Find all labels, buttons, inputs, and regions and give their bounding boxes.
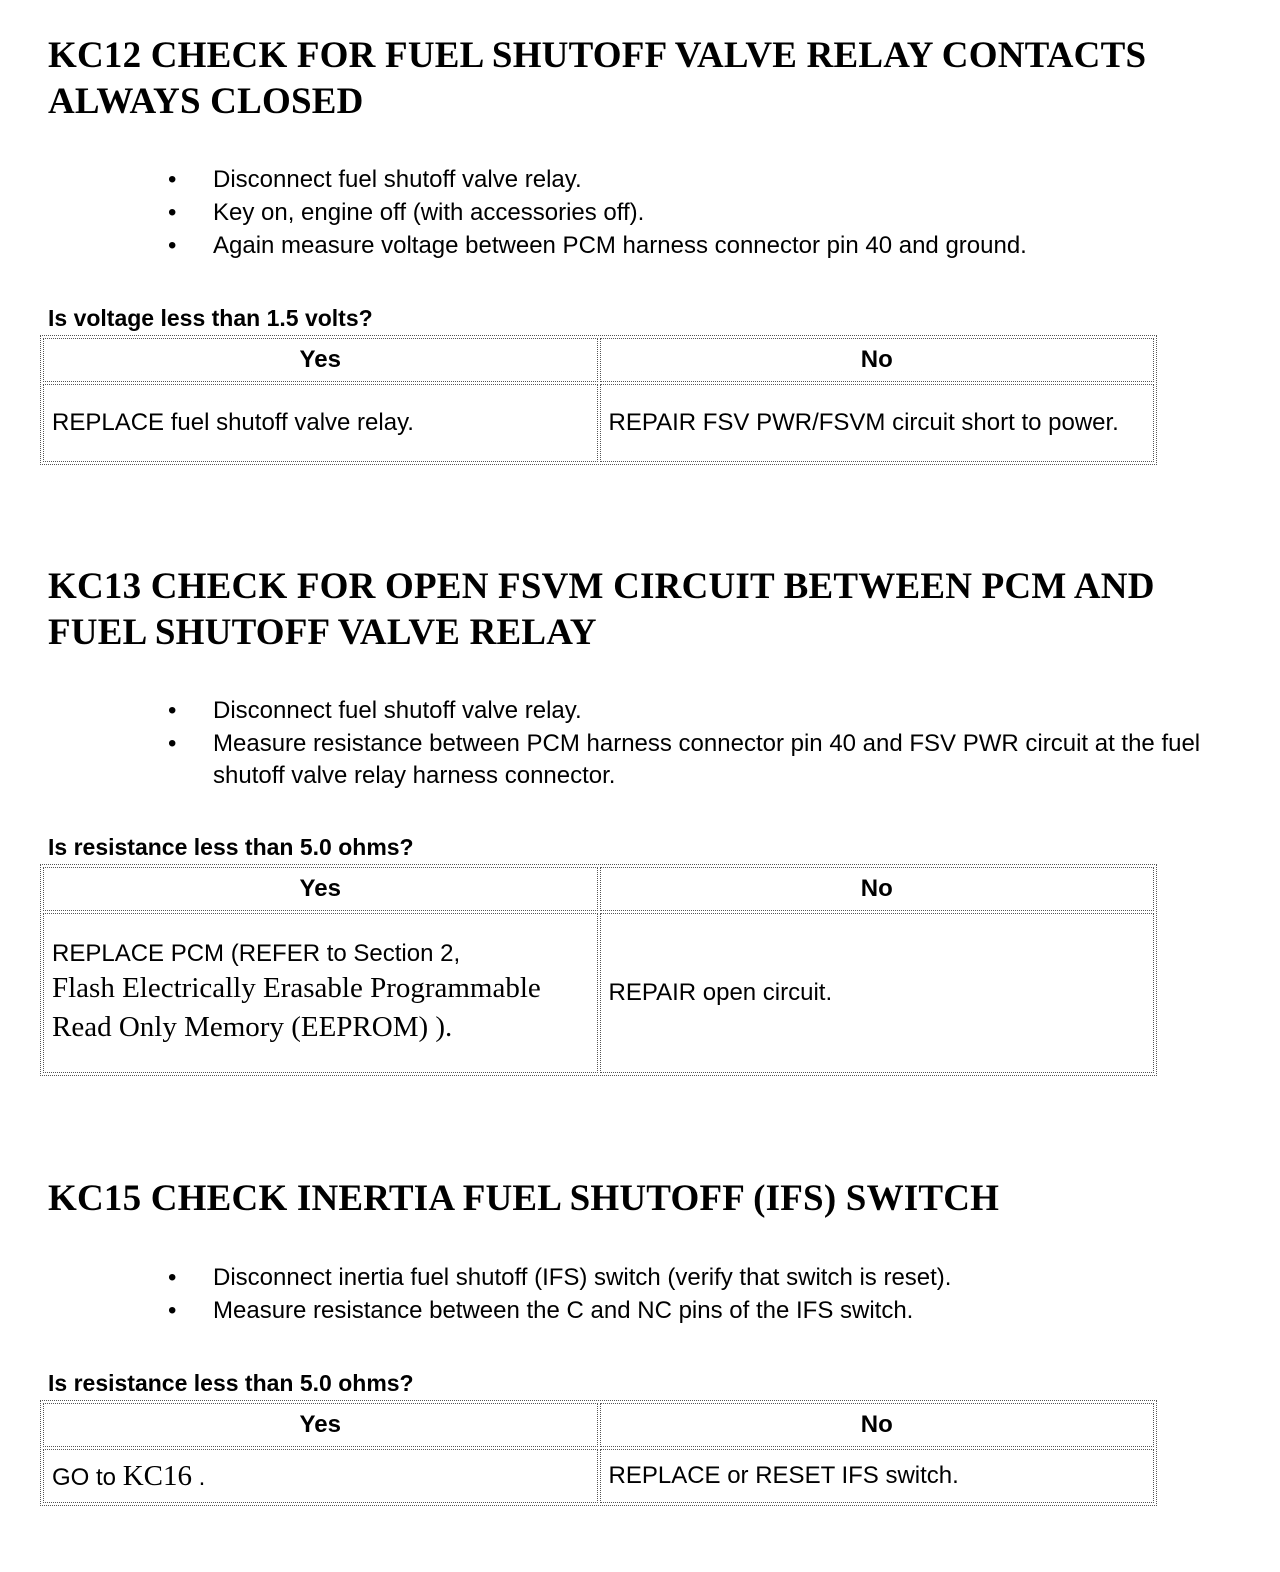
no-cell: REPLACE or RESET IFS switch.: [600, 1449, 1155, 1503]
eeprom-reference-link[interactable]: Flash Electrically Erasable Programmable Read Only Memory (EEPROM) ).: [52, 972, 541, 1043]
step-list: [0, 1262, 1280, 1328]
step-list: [0, 695, 1280, 793]
step-item: [0, 230, 1280, 262]
step-item: [0, 164, 1280, 196]
table-header-row: [43, 1403, 1154, 1447]
table-row: [43, 913, 1154, 1073]
yes-header: Yes: [43, 1403, 598, 1447]
section-title: [48, 564, 1248, 656]
yes-cell-text: REPLACE PCM (REFER to Section 2,: [52, 940, 461, 967]
yes-header: Yes: [43, 867, 598, 911]
question-text: Is resistance less than 5.0 ohms?: [48, 1370, 414, 1396]
step-list: [0, 164, 1280, 263]
bullet-icon: •: [168, 1297, 177, 1324]
question-text: Is voltage less than 1.5 volts?: [48, 305, 373, 331]
title-line-1: KC13 CHECK FOR OPEN FSVM CIRCUIT BETWEEN PCM AND: [48, 566, 1155, 607]
bullet-icon: •: [168, 697, 177, 724]
table-row: [43, 1449, 1154, 1503]
no-header: No: [600, 1403, 1155, 1447]
yes-cell-suffix: .: [198, 1463, 206, 1491]
yes-no-table: [40, 864, 1157, 1076]
table-row: [43, 384, 1154, 462]
yes-header: Yes: [43, 338, 598, 382]
step-text: Measure resistance between the C and NC pins of the IFS switch.: [213, 1297, 914, 1324]
step-item: [0, 1262, 1280, 1294]
bullet-icon: •: [168, 1264, 177, 1291]
step-item: [0, 728, 1280, 792]
no-header: No: [600, 867, 1155, 911]
yes-cell: [43, 1449, 598, 1503]
no-cell: REPAIR FSV PWR/FSVM circuit short to power.: [600, 384, 1155, 462]
step-text: Disconnect inertia fuel shutoff (IFS) switch (verify that switch is reset).: [213, 1264, 952, 1291]
table-header-row: [43, 867, 1154, 911]
step-text: Measure resistance between PCM harness connector pin 40 and FSV PWR circuit at the fuel shutoff valve relay harness connector.: [213, 730, 1201, 789]
section-title: [48, 33, 1248, 125]
yes-cell-text: GO to: [52, 1463, 117, 1491]
step-item: [0, 1295, 1280, 1327]
title-line-2: FUEL SHUTOFF VALVE RELAY: [48, 612, 597, 653]
section-title: [48, 1176, 1248, 1222]
title-line-1: KC12 CHECK FOR FUEL SHUTOFF VALVE RELAY CONTACTS: [48, 35, 1147, 76]
yes-no-table: [40, 1400, 1157, 1506]
kc16-link[interactable]: KC16: [122, 1459, 192, 1492]
yes-no-table: [40, 335, 1157, 465]
no-header: No: [600, 338, 1155, 382]
no-cell: REPAIR open circuit.: [600, 913, 1155, 1073]
step-text: Again measure voltage between PCM harness connector pin 40 and ground.: [213, 232, 1027, 259]
title-line-2: ALWAYS CLOSED: [48, 81, 364, 122]
yes-cell: [43, 913, 598, 1073]
question-text: Is resistance less than 5.0 ohms?: [48, 834, 414, 860]
bullet-icon: •: [168, 232, 177, 259]
bullet-icon: •: [168, 166, 177, 193]
bullet-icon: •: [168, 199, 177, 226]
step-text: Disconnect fuel shutoff valve relay.: [213, 166, 582, 193]
step-text: Key on, engine off (with accessories off).: [213, 199, 645, 226]
table-header-row: [43, 338, 1154, 382]
step-text: Disconnect fuel shutoff valve relay.: [213, 697, 582, 724]
yes-cell: REPLACE fuel shutoff valve relay.: [43, 384, 598, 462]
title-line-1: KC15 CHECK INERTIA FUEL SHUTOFF (IFS) SWITCH: [48, 1178, 1000, 1219]
bullet-icon: •: [168, 730, 177, 757]
step-item: [0, 695, 1280, 727]
step-item: [0, 197, 1280, 229]
